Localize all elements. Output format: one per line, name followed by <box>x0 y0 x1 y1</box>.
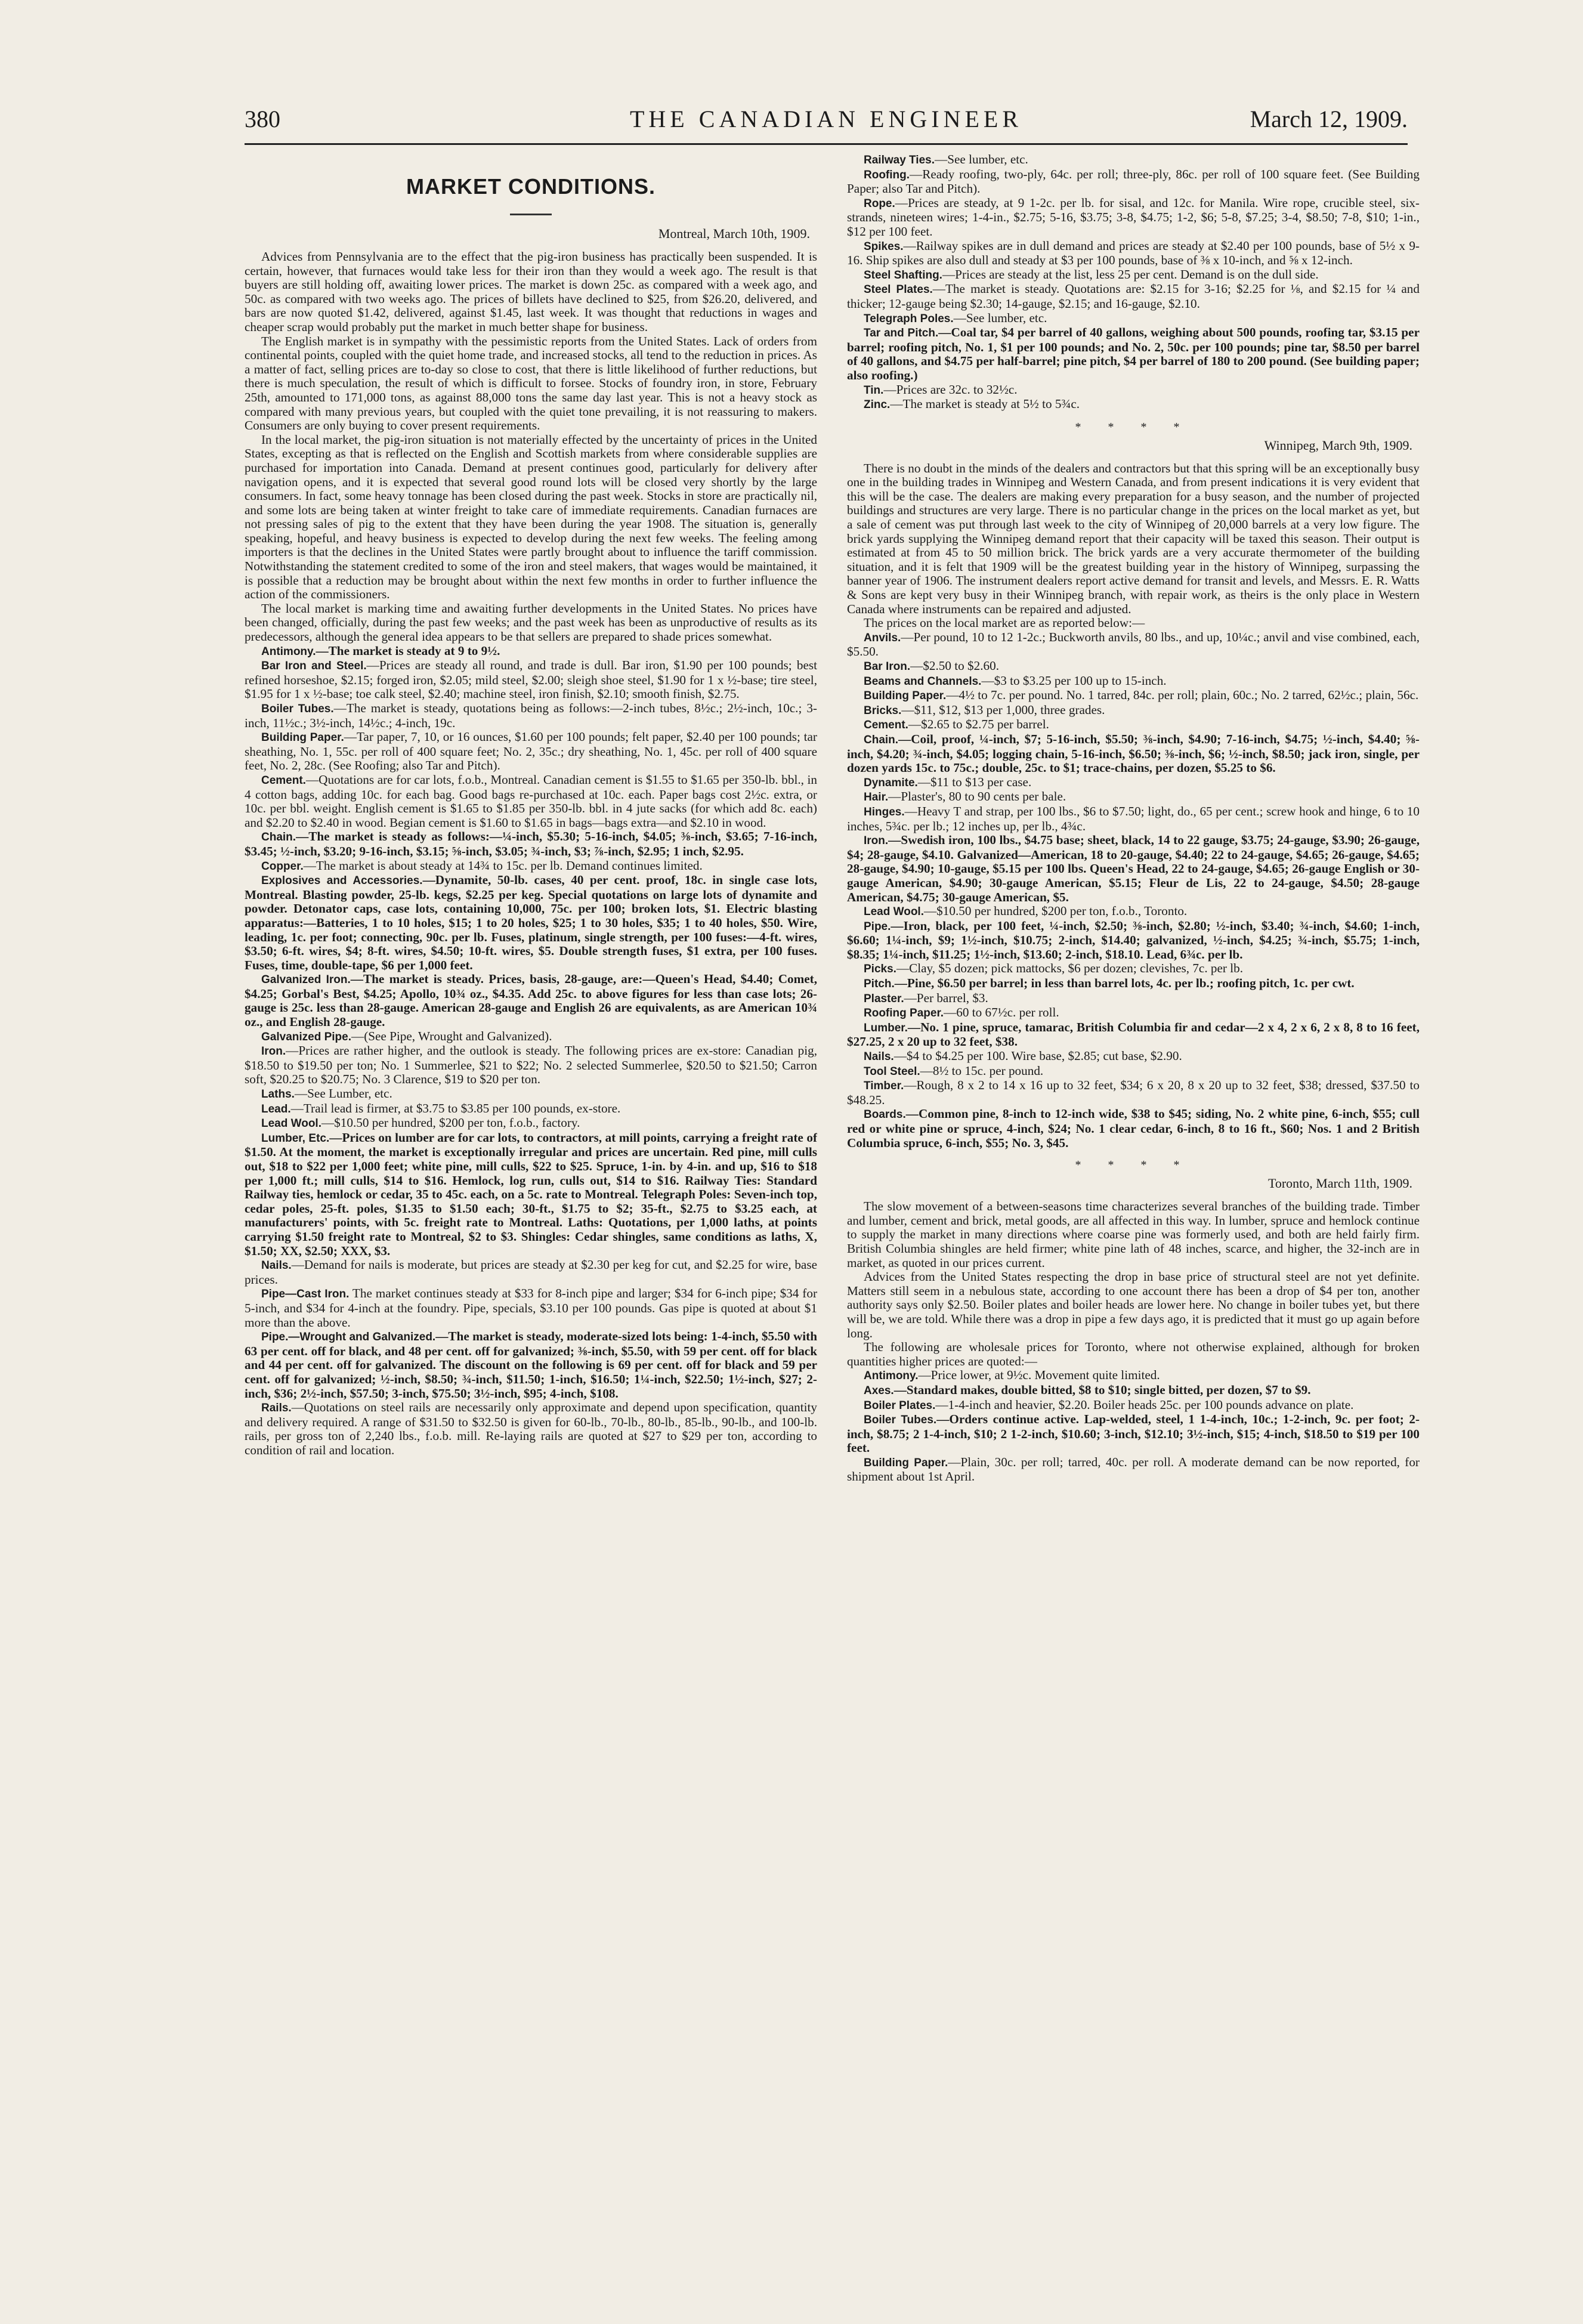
entry-text: —The market is steady at 9 to 9½. <box>316 643 500 658</box>
entry-text: —Prices on lumber are for car lots, to contractors, at mill points, carrying a freight rate of $1.50. At the moment, the market is exceptionally irregular and prices are uncertain. Red pine, mill culls out, $18 to $22 per 1,000 feet; white pine, mill culls, $22 to $25. Spruce, 1-in. by 4-in. and up, $16 to $18 per 1,000 ft.; mill culls, $14 to $16. Hemlock, log run, culls out, $14 to $16. Railway Ties: Standard Railway ties, hemlock or cedar, 35 to 45c. each, on a 5c. rate to Montreal. Telegraph Poles: Seven-inch top, cedar poles, 25-ft. poles, $1.35 to $1.50 each; 30-ft., $1.75 to $2; 35-ft., $2.75 to $3.25 each, at manufacturers' points, with 5c. freight rate to Montreal. Laths: Quotations, per 1,000 laths, at points carrying $1.50 freight rate to Montreal, $2 to $3. Shingles: Cedar shingles, same conditions as laths, X, $1.50; XX, $2.50; XXX, $3. <box>245 1130 817 1258</box>
entry-heading: Galvanized Pipe. <box>261 1030 351 1043</box>
entry-text: —$10.50 per hundred, $200 per ton, f.o.b., Toronto. <box>923 904 1188 919</box>
entry-text: —Heavy T and strap, per 100 lbs., $6 to $7.50; light, do., 65 per cent.; screw hook and hinge, 6 to 10 inches, 5¾c. per lb.; 12 inches up, per lb., 4¾c. <box>847 803 1420 833</box>
entry-text: —Plaster's, 80 to 90 cents per bale. <box>888 789 1066 804</box>
entry-heading: Rails. <box>261 1402 292 1415</box>
entry-heading: Laths. <box>261 1088 295 1101</box>
winnipeg-price-entry <box>847 962 1420 976</box>
montreal-price-entry <box>245 1258 817 1287</box>
section-separator: * * * * <box>1075 1158 1192 1172</box>
entry-text: —See lumber, etc. <box>935 153 1028 166</box>
winnipeg-price-entry <box>847 805 1420 833</box>
winnipeg-price-entry <box>847 1064 1420 1079</box>
toronto-paragraph: The slow movement of a between-seasons time characterizes several branches of the building trade. Timber and lumber, cement and brick, metal goods, are all affected in this way. In lumber, spruce and hemlock continue to supply the market in many directions where coarse pine was formerly used, and both are held fairly firm. British Columbia shingles are held firmer; white pine lath of 48 inches, scarce, and higher, the 32-inch are in market, as quoted in our prices current. <box>847 1199 1420 1270</box>
section-separator: * * * * <box>1075 420 1192 434</box>
entry-text: —Coal tar, $4 per barrel of 40 gallons, weighing about 500 pounds, roofing tar, $3.15 per barrel; roofing pitch, No. 1, $1 per 100 pounds; and No. 2, 50c. per 100 pounds; pine tar, $8.50 per barrel of 40 gallons, and $4.75 per half-barrel; pine pitch, $4 per barrel of 180 to 200 pound. (See building paper; also roofing.) <box>847 325 1420 382</box>
entry-text: —The market is steady. Quotations are: $2.15 for 3-16; $2.25 for ⅛, and $2.15 for ¼ and thicker; 12-gauge being $2.30; 14-gauge, $2.15; and 16-gauge, $2.10. <box>847 282 1420 311</box>
entry-heading: Antimony. <box>864 1370 919 1383</box>
winnipeg-dateline: Winnipeg, March 9th, 1909. <box>1264 437 1412 453</box>
entry-heading: Antimony. <box>261 645 316 658</box>
winnipeg-paragraph: The prices on the local market are as reported below:— <box>864 616 1145 631</box>
montreal-price-entry <box>245 1044 817 1087</box>
winnipeg-price-entry <box>847 718 1420 733</box>
entry-text: —Pine, $6.50 per barrel; in less than barrel lots, 4c. per lb.; roofing pitch, 1c. per cwt. <box>894 976 1355 991</box>
entry-heading: Tool Steel. <box>864 1065 920 1078</box>
entry-text: —Railway spikes are in dull demand and prices are steady at $2.40 per 100 pounds, base of 5½ x 9-16. Ship spikes are also dull and steady at $3 per 100 pounds, base of ⅜ x 10-inch, and ⅝ x 12-inch. <box>847 238 1420 268</box>
entry-text: —See lumber, etc. <box>953 310 1047 325</box>
title-divider <box>510 214 552 215</box>
entry-text: —No. 1 pine, spruce, tamarac, British Columbia fir and cedar—2 x 4, 2 x 6, 2 x 8, 8 to 16 feet, $27.25, 2 x 20 up to 32 feet, $38. <box>847 1019 1420 1049</box>
toronto-paragraph: The following are wholesale prices for Toronto, where not otherwise explained, although for broken quantities higher prices are quoted:— <box>847 1340 1420 1368</box>
montreal-price-entry <box>245 1131 817 1258</box>
winnipeg-price-entry <box>847 775 1420 790</box>
toronto-price-entry <box>847 1455 1420 1484</box>
montreal-paragraph: Advices from Pennsylvania are to the effect that the pig-iron business has practically been suspended. It is certain, however, that furnaces would take less for their iron than they would a week ago. The result is that buyers are still holding off, awaiting lower prices. The market is down 25c. as compared with a week ago, and 50c. as compared with two weeks ago. The prices of billets have declined to $25, from $26.20, delivered, and bars are now quoted $1.42, delivered, against $1.45, last week. It was thought that reductions in wages and cheaper scrap would probably put the market in much better shape for business. <box>245 249 817 334</box>
entry-heading: Pipe—Cast Iron. <box>261 1288 350 1301</box>
montreal-price-entry <box>245 1030 817 1044</box>
entry-heading: Chain. <box>864 733 899 746</box>
entry-text: —The market is steady, quotations being as follows:—2-inch tubes, 8½c.; 2½-inch, 10c.; 3-inch, 11½c.; 3½-inch, 14½c.; 4-inch, 19c. <box>245 701 817 730</box>
montreal-price-entry <box>245 972 817 1029</box>
entry-text: —$3 to $3.25 per 100 up to 15-inch. <box>981 673 1167 688</box>
montreal-price-entry <box>847 153 1420 168</box>
entry-text: —$2.50 to $2.60. <box>910 659 1000 673</box>
entry-heading: Timber. <box>864 1080 904 1093</box>
montreal-price-entry <box>245 1087 817 1102</box>
entry-text: —Dynamite, 50-lb. cases, 40 per cent. proof, 18c. in single case lots, Montreal. Blasting powder, 25-lb. kegs, $2.25 per keg. Special quotations on large lots of dynamite and powder. Detonator caps, case lots, containing 10,000, 75c. per 100; broken lots, $1. Electric blasting apparatus:—Batteries, 1 to 10 holes, $15; 1 to 20 holes, $25; 1 to 30 holes, $35; 1 to 40 holes, $50. Wire, leading, 1c. per foot; connecting, 90c. per lb. Fuses, platinum, single strength, per 100 fuses:—4-ft. wires, $3.50; 6-ft. wires, $4; 8-ft. wires, $4.50; 10-ft. wires, $5. Double strength fuses, $1 extra, per 100 fuses. Fuses, time, double-tape, $6 per 1,000 feet. <box>245 873 817 972</box>
entry-text: —Tar paper, 7, 10, or 16 ounces, $1.60 per 100 pounds; felt paper, $2.40 per 100 pounds; tar sheathing, No. 1, 55c. per roll of 400 square feet; No. 2, 35c.; dry sheathing, No. 1, 45c. per roll of 400 square feet, No. 2, 28c. (See Roofing; also Tar and Pitch). <box>245 730 817 773</box>
montreal-price-entry <box>847 326 1420 382</box>
entry-heading: Steel Shafting. <box>864 268 942 282</box>
entry-text: —$11, $12, $13 per 1,000, three grades. <box>901 702 1105 717</box>
entry-heading: Building Paper. <box>261 731 344 744</box>
entry-text: —Prices are steady, at 9 1-2c. per lb. for sisal, and 12c. for Manila. Wire rope, crucible steel, six-strands, nineteen wires; 1-4-in., $2.75; 5-16, $3.75; 3-8, $4.75; 1-2, $6; 5-8, $7.25; 3-4, $8.50; 7-8, $10; 1-in., $12 per 100 feet. <box>847 195 1420 239</box>
entry-text: —The market is steady as follows:—¼-inch, $5.30; 5-16-inch, $4.05; ⅜-inch, $3.65; 7-16-inch, $3.45; ½-inch, $3.20; 9-16-inch, $3.15; ⅝-inch, $3.05; ¾-inch, $3; ⅞-inch, $2.95; 1 inch, $2.95. <box>245 829 817 858</box>
montreal-price-entry <box>245 1287 817 1330</box>
toronto-price-entry <box>847 1398 1420 1413</box>
toronto-price-entry <box>847 1413 1420 1455</box>
winnipeg-price-entry <box>847 919 1420 962</box>
montreal-dateline: Montreal, March 10th, 1909. <box>658 226 810 241</box>
entry-heading: Boiler Plates. <box>864 1399 936 1412</box>
montreal-price-list-continued <box>847 153 1420 412</box>
entry-text: —4½ to 7c. per pound. No. 1 tarred, 84c. per roll; plain, 60c.; No. 2 tarred, 62½c.; plain, 56c. <box>946 688 1419 703</box>
entry-text: —Prices are rather higher, and the outlook is steady. The following prices are ex-store: Canadian pig, $18.50 to $19.50 per ton; No. 1 Summerlee, $21 to $22; No. 2 selected Summerlee, $20.50 to $21.50; Carron soft, $20.25 to $20.75; No. 3 Clarence, $19 to $20 per ton. <box>245 1043 817 1087</box>
toronto-paragraphs <box>847 1200 1420 1368</box>
entry-heading: Tin. <box>864 384 884 397</box>
montreal-price-entry <box>847 168 1420 196</box>
entry-text: —Prices are steady at the list, less 25 per cent. Demand is on the dull side. <box>942 267 1319 282</box>
montreal-price-list <box>245 644 817 1458</box>
winnipeg-price-entry <box>847 688 1420 703</box>
montreal-price-entry <box>245 830 817 858</box>
entry-text: —See Lumber, etc. <box>294 1086 392 1101</box>
entry-heading: Explosives and Accessories. <box>261 874 423 888</box>
article-title: MARKET CONDITIONS. <box>406 174 656 199</box>
entry-heading: Nails. <box>864 1050 894 1064</box>
entry-text: —Per pound, 10 to 12 1-2c.; Buckworth anvils, 80 lbs., and up, 10¼c.; anvil and vise combined, each, $5.50. <box>847 629 1420 659</box>
montreal-price-entry <box>245 1116 817 1131</box>
entry-text: —The market is steady, moderate-sized lots being: 1-4-inch, $5.50 with 63 per cent. off for black, and 48 per cent. off for galvanized; ⅜-inch, $5.50, with 59 per cent. off for black and 44 per cent. off for galvanized. The discount on the following is 69 per cent. off for black and 59 per cent. off for galvanized; ½-inch, $8.50; ¾-inch, $11.50; 1-inch, $16.50; 1¼-inch, $22.50; 1½-inch, $27; 2-inch, $36; 2½-inch, $57.50; 3-inch, $75.50; 3½-inch, $95; 4-inch, $108. <box>245 1329 817 1401</box>
winnipeg-price-entry <box>847 1049 1420 1064</box>
entry-text: —Quotations on steel rails are necessarily only approximate and depend upon specification, quantity and delivery required. A range of $31.50 to $32.50 is given for 60-lb., 70-lb., 80-lb., 85-lb., 90-lb., and 100-lb. rails, per gross ton of 2,240 lbs., f.o.b. mill. Re-laying rails are quoted at $27 to $29 per ton, according to condition of rail and location. <box>245 1400 817 1457</box>
winnipeg-price-entry <box>847 991 1420 1006</box>
journal-title: THE CANADIAN ENGINEER <box>629 106 1023 132</box>
entry-heading: Lumber, Etc. <box>261 1132 330 1145</box>
toronto-dateline: Toronto, March 11th, 1909. <box>1267 1176 1412 1191</box>
entry-heading: Roofing Paper. <box>864 1007 944 1020</box>
montreal-price-entry <box>245 701 817 730</box>
winnipeg-price-entry <box>847 733 1420 775</box>
entry-text: —Per barrel, $3. <box>904 990 988 1005</box>
entry-heading: Steel Plates. <box>864 283 933 296</box>
entry-heading: Dynamite. <box>864 776 918 789</box>
entry-heading: Pipe. <box>864 920 891 933</box>
entry-text: —(See Pipe, Wrought and Galvanized). <box>351 1028 552 1043</box>
entry-heading: Rope. <box>864 197 895 210</box>
entry-heading: Cement. <box>864 719 908 732</box>
entry-text: —Swedish iron, 100 lbs., $4.75 base; sheet, black, 14 to 22 gauge, $3.75; 24-gauge, $3.90; 26-gauge, $4; 28-gauge, $4.10. Galvanized—American, 18 to 20-gauge, $4.40; 22 to 24-gauge, $4.65; 26-gauge, $4.65; 28-gauge, $4.90; 10-gauge, $5.15 per 100 lbs. Queen's Head, 22 to 24-gauge, $4.65; 26-gauge English or 30-gauge American, $4.90; 30-gauge American, $5.15; Fleur de Lis, 22 to 24-gauge, $4.50; 28-gauge American, $4.75; 30-gauge American, $5. <box>847 833 1420 904</box>
toronto-price-entry <box>847 1368 1420 1383</box>
entry-heading: Zinc. <box>864 398 891 412</box>
issue-date: March 12, 1909. <box>1250 106 1408 132</box>
entry-heading: Beams and Channels. <box>864 675 982 688</box>
entry-heading: Chain. <box>261 831 296 844</box>
entry-heading: Bar Iron and Steel. <box>261 660 367 673</box>
entry-heading: Pitch. <box>864 978 895 991</box>
toronto-price-list <box>847 1368 1420 1484</box>
winnipeg-price-entry <box>847 1078 1420 1107</box>
entry-text: —Coil, proof, ¼-inch, $7; 5-16-inch, $5.50; ⅜-inch, $4.90; 7-16-inch, $4.75; ½-inch, $4.40; ⅝-inch, $4.20; ¾-inch, $4.05; logging chain, 5-16-inch, $6.50; ⅜-inch, $6; ½-inch, $8.50; jack iron, single, per dozen yards 15c. to 75c.; double, 25c. to $1; trace-chains, per dozen, $5.25 to $6. <box>847 731 1420 775</box>
winnipeg-price-entry <box>847 674 1420 689</box>
entry-text: —Demand for nails is moderate, but prices are steady at $2.30 per keg for cut, and $2.25 for wire, base prices. <box>245 1257 817 1287</box>
montreal-price-entry <box>847 311 1420 326</box>
entry-heading: Hinges. <box>864 805 905 818</box>
entry-text: —Ready roofing, two-ply, 64c. per roll; three-ply, 86c. per roll of 100 square feet. (See Building Paper; also Tar and Pitch). <box>847 166 1420 196</box>
montreal-price-entry <box>847 196 1420 239</box>
winnipeg-price-entry <box>847 1006 1420 1021</box>
montreal-price-entry <box>847 383 1420 398</box>
entry-heading: Picks. <box>864 963 896 976</box>
entry-text: —The market is steady at 5½ to 5¾c. <box>890 397 1080 412</box>
montreal-price-entry <box>245 1401 817 1457</box>
montreal-paragraph: In the local market, the pig-iron situation is not materially effected by the uncertainty of prices in the United States, excepting as that is reflected on the English and Scottish markets from where considerable supplies are purchased for importation into Canada. Demand at present continues good, particularly for delivery after navigation opens, and it is expected that several good round lots will be closed very shortly by the large consumers. In fact, some heavy tonnage has been closed during the past week. Stocks in store are practically nil, and some lots are being taken at winter freight to take care of immediate requirements. Canadian furnaces are not pressing sales of pig to the extent that they have been during the year 1908. The situation is, generally speaking, hopeful, and heavy business is expected to develop during the next few weeks. The feeling among importers is that the declines in the United States were partly brought about to influence the tariff commission. Notwithstanding the statement credited to some of the iron and steel makers, that wages would be maintained, it is possible that a reduction may be brought about within the next few months in order to further influence the action of the commissioners. <box>245 432 817 602</box>
montreal-paragraph: The English market is in sympathy with the pessimistic reports from the United States. Lack of orders from continental points, coupled with the quiet home trade, and increased stocks, all tend to the reduction in prices. As a matter of fact, selling prices are to-day so close to cost, that there is little likelihood of further reductions, but there is much speculation, the result of which is difficult to forsee. Stocks of foundry iron, in store, February 25th, amounted to 171,000 tons, as against 88,000 tons the same day last year. This is not a heavy stock as compared with many previous years, but coupled with the quiet tone prevailing, it is not reassuring to makers. Consumers are only buying to cover present requirements. <box>245 333 817 433</box>
entry-heading: Iron. <box>864 835 889 848</box>
entry-text: —Clay, $5 dozen; pick mattocks, $6 per dozen; clevishes, 7c. per lb. <box>896 961 1244 976</box>
entry-heading: Boards. <box>864 1108 906 1121</box>
montreal-price-entry <box>245 659 817 701</box>
montreal-price-entry <box>847 282 1420 311</box>
entry-heading: Boiler Tubes. <box>261 703 334 715</box>
entry-text: —$10.50 per hundred, $200 per ton, f.o.b., factory. <box>321 1115 580 1130</box>
entry-heading: Cement. <box>261 774 306 787</box>
entry-text: —Trail lead is firmer, at $3.75 to $3.85 per 100 pounds, ex-store. <box>290 1101 621 1115</box>
entry-heading: Tar and Pitch. <box>864 327 939 340</box>
entry-heading: Bricks. <box>864 704 902 717</box>
entry-heading: Building Paper. <box>864 1456 948 1469</box>
entry-heading: Lead. <box>261 1102 291 1115</box>
entry-text: —$4 to $4.25 per 100. Wire base, $2.85; cut base, $2.90. <box>893 1049 1182 1064</box>
entry-text: —Common pine, 8-inch to 12-inch wide, $38 to $45; siding, No. 2 white pine, 6-inch, $55; cull red or white pine or spruce, 4-inch, $24; No. 1 clear cedar, 6-inch, 8 to 16 ft., $60; Nos. 1 and 2 British Columbia spruce, 6-inch, $55; No. 3, $45. <box>847 1107 1420 1150</box>
entry-text: —The market is steady. Prices, basis, 28-gauge, are:—Queen's Head, $4.40; Comet, $4.25; Gorbal's Best, $4.25; Apollo, 10¾ oz., $4.35. Add 25c. to above figures for less than case lots; 26-gauge is 25c. less than 28-gauge. American 28-gauge and English 26 are equivalents, as are American 10¾ oz., and English 28-gauge. <box>245 972 817 1030</box>
page-number: 380 <box>245 106 280 132</box>
entry-heading: Lead Wool. <box>864 906 924 919</box>
entry-heading: Plaster. <box>864 992 904 1005</box>
entry-heading: Bar Iron. <box>864 660 911 673</box>
toronto-paragraph: Advices from the United States respecting the drop in base price of structural steel are not yet definite. Matters still seem in a nebulous state, according to one account there has been a drop of $4 per ton, another authority says only $2.50. Boiler plates and boiler heads are lower here. No change in boiler tubes yet, but there will be, we are told. While there was a drop in pipe a few days ago, it is predicted that it must go up again before long. <box>847 1269 1420 1340</box>
page-header <box>245 105 1408 145</box>
winnipeg-paragraphs <box>847 462 1420 631</box>
toronto-price-entry <box>847 1383 1420 1398</box>
winnipeg-price-entry <box>847 790 1420 805</box>
entry-heading: Telegraph Poles. <box>864 312 954 325</box>
entry-heading: Spikes. <box>864 240 904 253</box>
entry-heading: Axes. <box>864 1384 894 1397</box>
winnipeg-price-entry <box>847 833 1420 904</box>
entry-heading: Hair. <box>864 791 889 804</box>
entry-heading: Iron. <box>261 1045 286 1058</box>
entry-heading: Galvanized Iron. <box>261 974 351 987</box>
winnipeg-price-entry <box>847 1021 1420 1049</box>
winnipeg-paragraph: There is no doubt in the minds of the dealers and contractors but that this spring will be an exceptionally busy one in the building trades in Winnipeg and Western Canada, and from present indications it is very evident that this will be the case. The dealers are making every preparation for a busy season, and the number of projected buildings and structures are very large. There is no particular change in the prices on the local market as yet, but a sale of cement was put through last week to the city of Winnipeg of 20,000 barrels at a very low figure. The brick yards supplying the Winnipeg demand report that their capacity will be taxed this season. Their output is estimated at from 45 to 50 million brick. The brick yards are a very accurate thermometer of the building situation, and it is felt that 1909 will be the greatest building year in the history of Winnipeg, surpassing the banner year of 1906. The instrument dealers report active demand for transit and levels, and Messrs. E. R. Watts & Sons are kept very busy in their Winnipeg branch, with repair work, as theirs is the only place in Western Canada where instruments can be repaired and adjusted. <box>847 461 1420 616</box>
entry-heading: Nails. <box>261 1259 292 1272</box>
entry-text: —Plain, 30c. per roll; tarred, 40c. per roll. A moderate demand can be now reported, for shipment about 1st April. <box>847 1454 1420 1484</box>
montreal-paragraphs <box>245 250 817 644</box>
entry-heading: Anvils. <box>864 631 901 644</box>
entry-text: —Iron, black, per 100 feet, ¼-inch, $2.50; ⅜-inch, $2.80; ½-inch, $3.40; ¾-inch, $4.60; 1-inch, $6.60; 1¼-inch, $9; 1½-inch, $10.75; 2-inch, $14.40; galvanized, ½-inch, $4.25; ¾-inch, $5.75; 1-inch, $8.35; 1¼-inch, $11.25; 1½-inch, $13.60; 2-inch, $18.10. Lead, 6¾c. per lb. <box>847 918 1420 962</box>
montreal-paragraph: The local market is marking time and awaiting further developments in the United States. No prices have been changed, officially, during the past few weeks; and the past week has been as unproductive of results as its predecessors, although the general idea appears to be that sellers are prepared to shade prices somewhat. <box>245 601 817 644</box>
entry-text: —Standard makes, double bitted, $8 to $10; single bitted, per dozen, $7 to $9. <box>893 1382 1311 1397</box>
entry-heading: Lead Wool. <box>261 1117 321 1130</box>
winnipeg-price-entry <box>847 904 1420 919</box>
winnipeg-price-entry <box>847 703 1420 718</box>
montreal-price-entry <box>245 773 817 830</box>
entry-text: —Rough, 8 x 2 to 14 x 16 up to 32 feet, $34; 6 x 20, 8 x 20 up to 32 feet, $38; dressed, $37.50 to $48.25. <box>847 1078 1420 1107</box>
montreal-price-entry <box>245 644 817 659</box>
entry-text: —1-4-inch and heavier, $2.20. Boiler heads 25c. per 100 pounds advance on plate. <box>935 1397 1354 1412</box>
entry-text: —$2.65 to $2.75 per barrel. <box>908 717 1049 732</box>
entry-heading: Copper. <box>261 860 304 873</box>
right-column <box>847 153 1420 2300</box>
entry-text: —60 to 67½c. per roll. <box>944 1005 1059 1020</box>
entry-heading: Building Paper. <box>864 690 947 703</box>
winnipeg-price-entry <box>847 1107 1420 1150</box>
winnipeg-price-entry <box>847 976 1420 991</box>
left-column <box>245 153 817 2300</box>
winnipeg-price-entry <box>847 659 1420 674</box>
entry-text: —Price lower, at 9½c. Movement quite limited. <box>918 1368 1160 1383</box>
entry-text: —Quotations are for car lots, f.o.b., Montreal. Canadian cement is $1.55 to $1.65 per 350-lb. bbl., in 4 cotton bags, adding 10c. for each bag. Good bags re-purchased at 10c. each. Paper bags cost 2½c. extra, or 10c. per bbl. weight. English cement is $1.65 to $1.85 per 350-lb. bbl. in 4 jute sacks (for which add 8c. each) and $2.20 to $2.40 in wood. Begian cement is $1.60 to $1.65 in bags—bags extra—and $2.10 in wood. <box>245 772 817 830</box>
entry-text: —The market is about steady at 14¾ to 15c. per lb. Demand continues limited. <box>303 858 703 873</box>
entry-heading: Roofing. <box>864 168 910 181</box>
montreal-price-entry <box>847 397 1420 412</box>
montreal-price-entry <box>245 730 817 773</box>
montreal-price-entry <box>847 268 1420 283</box>
montreal-price-entry <box>245 1102 817 1117</box>
entry-heading: Lumber. <box>864 1021 908 1034</box>
entry-text: —$11 to $13 per case. <box>917 774 1032 789</box>
entry-heading: Boiler Tubes. <box>864 1414 937 1427</box>
entry-text: —Prices are steady all round, and trade is dull. Bar iron, $1.90 per 100 pounds; best refined horseshoe, $2.15; forged iron, $2.05; mild steel, $2.00; sleigh shoe steel, $1.90 for 1 x ½-base; tire steel, $1.95 for 1 x ½-base; toe calk steel, $2.40; machine steel, iron finish, $2.10; smooth finish, $2.75. <box>245 658 817 701</box>
montreal-price-entry <box>245 873 817 972</box>
entry-text: —Prices are 32c. to 32½c. <box>883 382 1018 397</box>
montreal-price-entry <box>847 239 1420 268</box>
entry-heading: Railway Ties. <box>864 154 935 166</box>
montreal-price-entry <box>245 859 817 874</box>
winnipeg-price-list <box>847 631 1420 1150</box>
entry-text: —Orders continue active. Lap-welded, steel, 1 1-4-inch, 10c.; 1-2-inch, 9c. per foot; 2-inch, $8.75; 2 1-4-inch, $10; 2 1-2-inch, $10.60; 3-inch, $12.10; 3½-inch, $15; 4-inch, $18.50 to $19 per 100 feet. <box>847 1412 1420 1455</box>
winnipeg-price-entry <box>847 631 1420 659</box>
entry-text: —8½ to 15c. per pound. <box>920 1063 1044 1078</box>
entry-heading: Pipe.—Wrought and Galvanized. <box>261 1331 436 1344</box>
montreal-price-entry <box>245 1330 817 1401</box>
entry-text: The market continues steady at $33 for 8-inch pipe and larger; $34 for 6-inch pipe; $34 for 5-inch, and $34 for 4-inch at the foundry. Pipe, specials, $3.10 per 100 pounds. Gas pipe is quoted at about $1 more than the above. <box>245 1286 817 1330</box>
